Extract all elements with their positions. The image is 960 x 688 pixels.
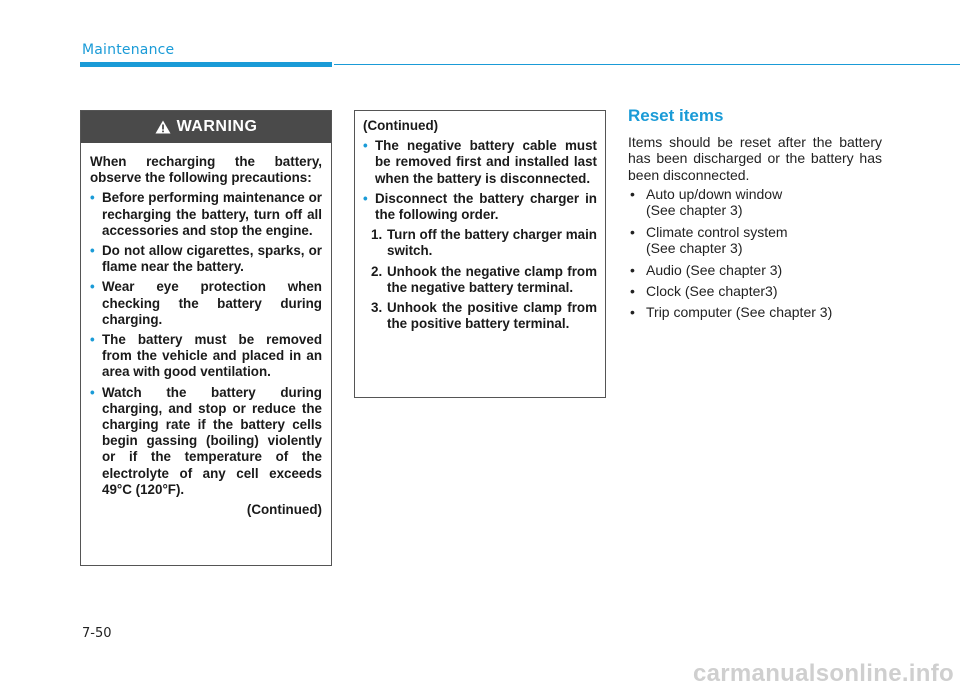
reset-item-label: Climate control system (646, 223, 788, 240)
bullet-dot-icon: • (363, 138, 368, 154)
warning-bullet-text: The battery must be removed from the vehicle and placed in an area with good ventilation. (102, 332, 322, 380)
continued-bullet-list (363, 138, 597, 223)
step-item (363, 227, 597, 259)
warning-bullet (90, 385, 322, 498)
reset-item-sub: (See chapter 3) (646, 240, 743, 257)
continued-bullet (363, 138, 597, 187)
step-number: 3. (371, 300, 383, 316)
reset-item (628, 304, 888, 320)
step-item (363, 264, 597, 296)
reset-item (628, 283, 888, 299)
reset-item-label: Audio (See chapter 3) (646, 261, 783, 278)
warning-body (81, 143, 331, 518)
bullet-dot-icon: • (630, 186, 635, 202)
warning-header (81, 111, 331, 143)
bullet-dot-icon: • (630, 223, 635, 240)
header-rule-thin (334, 64, 960, 65)
continued-bullet (363, 191, 597, 223)
warning-bullet (90, 190, 322, 239)
step-text: Turn off the battery charger main switch. (387, 227, 597, 259)
reset-intro: Items should be reset after the battery has been discharged or the battery has been disconnected. (628, 134, 882, 183)
step-text: Unhook the negative clamp from the negative battery terminal. (387, 263, 597, 295)
bullet-dot-icon: • (90, 384, 95, 400)
bullet-dot-icon: • (630, 304, 635, 321)
bullet-dot-icon: • (630, 261, 635, 278)
step-text: Unhook the positive clamp from the positive battery terminal. (387, 300, 597, 332)
warning-bullet-list (90, 190, 322, 498)
header-rule-thick (80, 62, 332, 67)
bullet-dot-icon: • (630, 283, 635, 300)
warning-continued: (Continued) (246, 502, 322, 518)
warning-bullet-text: Watch the battery during charging, and stop or reduce the charging rate if the battery cells begin gassing (boiling) violently or if the temperature of the electrolyte of any cell exceeds 49°C (120°F). (102, 384, 322, 497)
step-number: 2. (371, 263, 383, 279)
step-item (363, 300, 597, 332)
page-number: 7-50 (82, 626, 112, 641)
reset-item-label: Trip computer (See chapter 3) (646, 304, 833, 321)
warning-triangle-icon (155, 120, 171, 134)
continued-box (354, 110, 606, 398)
step-number: 1. (371, 227, 383, 243)
continued-body (355, 111, 605, 332)
warning-bullet-text: Before performing maintenance or recharging the battery, turn off all accessories and stop the engine. (102, 190, 322, 238)
reset-item (628, 262, 888, 278)
bullet-dot-icon: • (90, 332, 95, 348)
warning-bullet (90, 243, 322, 275)
bullet-dot-icon: • (90, 279, 95, 295)
continued-heading: (Continued) (363, 118, 439, 133)
warning-bullet-text: Do not allow cigarettes, sparks, or flame near the battery. (102, 243, 322, 275)
warning-intro: When recharging the battery, observe the following precautions: (90, 154, 322, 186)
reset-item-sub: (See chapter 3) (646, 202, 743, 219)
reset-items-title: Reset items (628, 106, 724, 125)
disconnect-steps (363, 227, 597, 332)
reset-item (628, 224, 888, 257)
bullet-dot-icon: • (90, 190, 95, 206)
watermark: carmanualsonline.info (692, 660, 954, 687)
warning-box (80, 110, 332, 566)
reset-item-label: Clock (See chapter3) (646, 283, 778, 300)
warning-bullet (90, 279, 322, 328)
bullet-dot-icon: • (90, 243, 95, 259)
reset-item (628, 186, 888, 219)
warning-bullet-text: Wear eye protection when checking the battery during charging. (102, 279, 322, 327)
reset-item-label: Auto up/down window (646, 186, 783, 202)
continued-bullet-text: Disconnect the battery charger in the following order. (375, 190, 597, 223)
section-title: Maintenance (82, 42, 175, 58)
warning-title: WARNING (176, 118, 258, 135)
bullet-dot-icon: • (363, 190, 368, 206)
continued-bullet-text: The negative battery cable must be removed first and installed last when the battery is disconnected. (375, 138, 597, 186)
warning-bullet (90, 332, 322, 381)
reset-items-list (628, 186, 888, 326)
